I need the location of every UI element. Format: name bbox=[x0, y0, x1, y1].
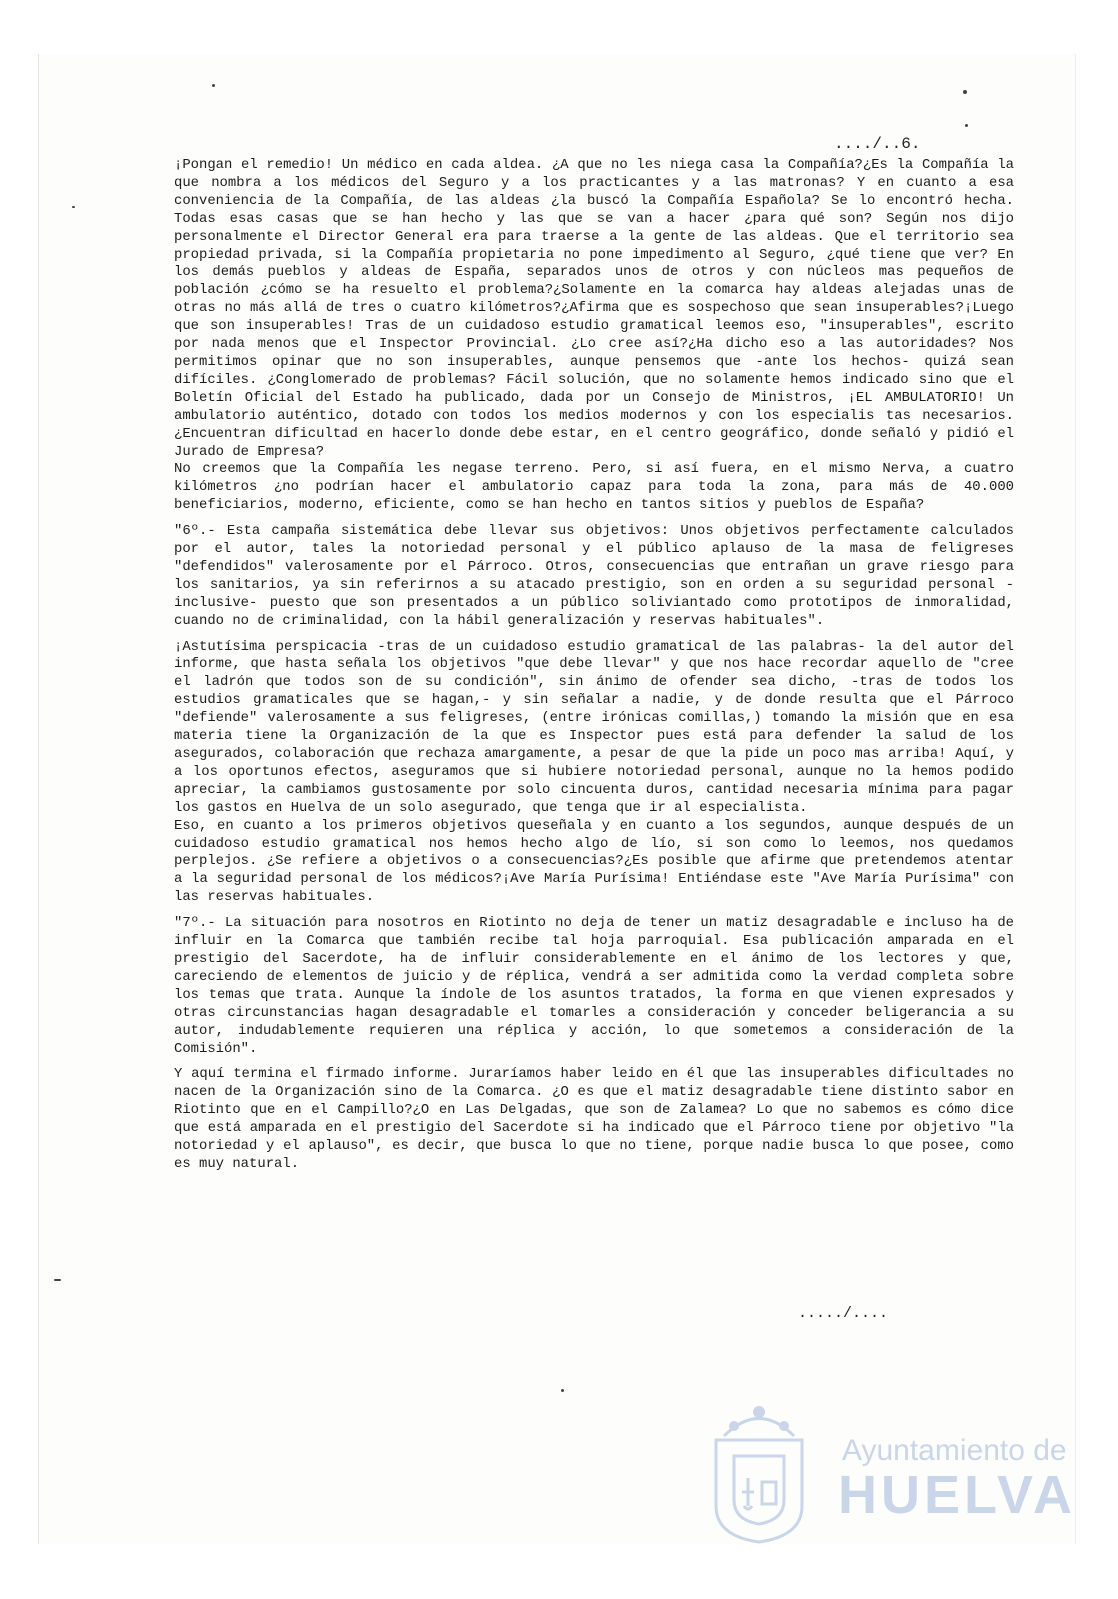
watermark-title: Ayuntamiento de bbox=[842, 1434, 1067, 1467]
archive-watermark bbox=[704, 1396, 1076, 1546]
page-number: ..../..6. bbox=[834, 135, 921, 153]
scan-speck bbox=[965, 124, 968, 127]
scan-speck bbox=[72, 206, 75, 208]
scan-speck bbox=[963, 90, 967, 94]
scan-speck bbox=[212, 84, 215, 87]
scan-speck bbox=[54, 1279, 61, 1281]
watermark-city: HUELVA bbox=[838, 1465, 1076, 1525]
paragraph-quote-6: "6º.- Esta campaña sistemática debe llevar sus objetivos: Unos objetivos perfectamente calculados por el autor, tales la notoriedad personal y el público aplauso de la masa de feligreses "defendidos" valerosamente por el Párroco. Otros, consecuencias que entrañan un grave riesgo para los sanitarios, ya sin referirnos a su atacado prestigio, son en orden a su seguridad personal -inclusive- puesto que son presentados a un público soliviantado como prototipos de inmoralidad, cuando no de criminalidad, con la hábil generalización y reservas habituales". bbox=[174, 523, 1014, 629]
paragraph-conclusion: Y aquí termina el firmado informe. Juraríamos haber leido en él que las insuperables dificultades no nacen de la Organización sino de la Comarca. ¿O es que el matiz desagradable tiene distinto sabor en Riotinto que en el Campillo?¿O en Las Delgadas, que son de Zalamea? Lo que no sabemos es cómo dice que está amparada en el prestigio del Sacerdote si ha indicado que el Párroco tiene por objetivo "la notoriedad y el aplauso", es decir, que busca lo que no tiene, porque nadie busca lo que posee, como es muy natural. bbox=[174, 1066, 1014, 1172]
paragraph-ambulatorio: ¡Pongan el remedio! Un médico en cada aldea. ¿A que no les niega casa la Compañía?¿Es la Compañía la que nombra a los médicos del Seguro y a los practicantes y a las matronas? Y en cuanto a esa conveniencia de la Compañía, de las aldeas ¿la buscó la Compañía Española? Se lo encontró hecha. Todas esas casas que se han hecho y las que se van a hacer ¿para qué son? Según nos dijo personalmente el Director General era para traerse a la gente de las aldeas. Que el territorio sea propiedad privada, si la Compañía propietaria no pone impedimento al Seguro, ¿qué tiene que ver? En los demás pueblos y aldeas de España, separados unos de otros y con núcleos mas pequeños de población ¿cómo se ha resuelto el problema?¿Solamente en la comarca hay aldeas alejadas unas de otras no más allá de tres o cuatro kilómetros?¿Afirma que es sospechoso que sean insuperables?¡Luego que son insuperables! Tras de un cuidadoso estudio gramatical leemos eso, "insuperables", escrito por nada menos que el Inspector Provincial. ¿Lo cree así?¿Ha dicho eso a las autoridades? Nos permitimos opinar que no son insuperables, aunque pensemos que -ante los hechos- quizá sean difíciles. ¿Conglomerado de problemas? Fácil solución, que no solamente hemos indicado sino que el Boletín Oficial del Estado ha publicado, dada por un Consejo de Ministros, ¡EL AMBULATORIO! Un ambulatorio auténtico, dotado con todos los medios modernos y con los especialis tas necesarios. ¿Encuentran dificultad en hacerlo donde debe estar, en el centro geográfico, donde señaló y pidió el Jurado de Empresa? bbox=[174, 157, 1014, 460]
paragraph-quote-7: "7º.- La situación para nosotros en Riotinto no deja de tener un matiz desagradable e incluso ha de influir en la Comarca que también recibe tal hoja parroquial. Esa publicación amparada en el prestigio del Sacerdote, ha de influir considerablemente en el ánimo de los lectores y que, careciendo de elementos de juicio y de réplica, vendrá a ser admitida como la verdad completa sobre los temas que trata. Aunque la índole de los asuntos tratados, la forma en que vienen expresados y otras circunstancias hagan desagradable el tomarles a consideración y conceder beligerancia a su autor, indudablemente requieren una réplica y acción, lo que sometemos a consideración de la Comisión". bbox=[174, 915, 1014, 1057]
huelva-crest-icon bbox=[704, 1396, 814, 1546]
typed-letter-body bbox=[174, 157, 1014, 1182]
scan-speck bbox=[561, 1389, 564, 1392]
paragraph-perspicacia: ¡Astutísima perspicacia -tras de un cuidadoso estudio gramatical de las palabras- la del autor del informe, que hasta señala los objetivos "que debe llevar" y que nos hace recordar aquello de "cree el ladrón que todos son de su condición", sin ánimo de ofender sea dicho, -tras de todos los estudios gramaticales que se hagan,- y sin señalar a nadie, y de donde resulta que el Párroco "defiende" valerosamente a sus feligreses, (entre irónicas comillas,) tomando la misión que en esa materia tiene la Organización de la que es Inspector pues está para defender la salud de los asegurados, colaboración que rechaza amargamente, a pesar de que la pide un poco mas arriba! Aquí, y a los oportunos efectos, aseguramos que si hubiere notoriedad personal, aunque no la hemos podido apreciar, la cambiamos gustosamente por solo cincuenta duros, cantidad necesaria mínima para pagar los gastos en Huelva de un solo asegurado, que tenga que ir al especialista. bbox=[174, 638, 1014, 816]
paragraph-objetivos: Eso, en cuanto a los primeros objetivos queseñala y en cuanto a los segundos, aunque después de un cuidadoso estudio gramatical nos hemos hecho algo de lío, si son como lo leemos, nos quedamos perplejos. ¿Se refiere a objetivos o a consecuencias?¿Es posible que afirme que pretendemos atentar a la seguridad personal de los médicos?¡Ave María Purísima! Entiéndase este "Ave María Purísima" con las reservas habituales. bbox=[174, 817, 1014, 906]
continuation-marker: ...../.... bbox=[798, 1305, 889, 1322]
paragraph-terreno: No creemos que la Compañía les negase terreno. Pero, si así fuera, en el mismo Nerva, a cuatro kilómetros ¿no podrían hacer el ambulatorio capaz para toda la zona, para más de 40.000 beneficiarios, moderno, eficiente, como se han hecho en tantos sitios y pueblos de España? bbox=[174, 461, 1014, 514]
